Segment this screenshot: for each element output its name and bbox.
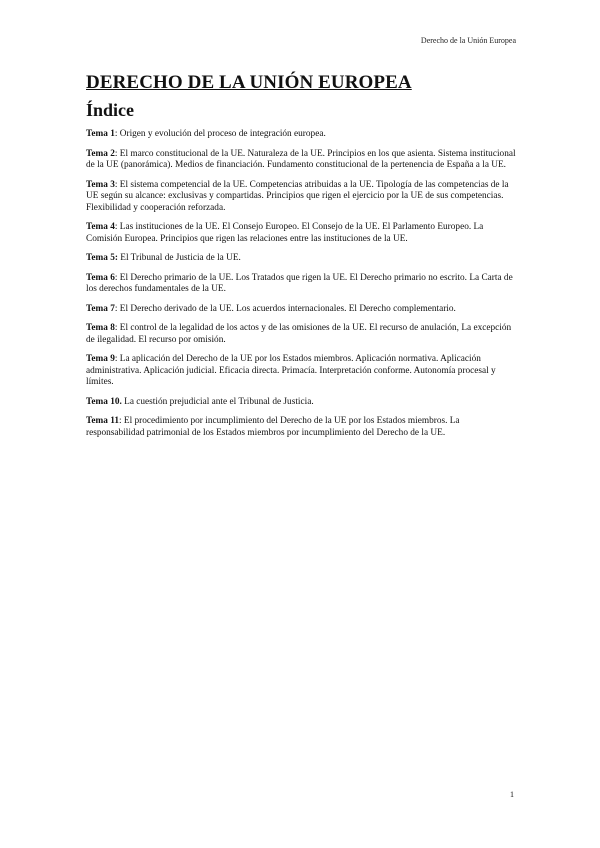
page-number: 1 <box>510 790 514 799</box>
running-header: Derecho de la Unión Europea <box>420 36 516 45</box>
topic-label: Tema 6 <box>86 272 115 283</box>
topic-text: El Derecho derivado de la UE. Los acuerdos internacionales. El Derecho complementario. <box>119 303 456 314</box>
topic-item <box>86 129 516 141</box>
topic-label: Tema 9 <box>86 354 115 364</box>
topic-label: Tema 11 <box>86 416 119 426</box>
topic-label: Tema 5: <box>86 253 118 263</box>
topic-item <box>86 397 516 409</box>
document-title: DERECHO DE LA UNIÓN EUROPEA <box>86 72 412 93</box>
topic-text: El marco constitucional de la UE. Naturaleza de la UE. Principios en los que asienta. Sistema institucional de la UE (panorámica). Medios de financiación. Fundamento constitucional de la pertenencia de España a la UE. <box>86 148 516 170</box>
topic-label: Tema 7 <box>86 303 115 314</box>
topic-item <box>86 222 516 245</box>
topic-separator: : <box>114 129 120 139</box>
topic-text: El procedimiento por incumplimiento del Derecho de la UE por los Estados miembros. La responsabilidad patrimonial de los Estados miembros por incumplimiento del Derecho de la UE. <box>86 416 460 438</box>
topic-label: Tema 4 <box>86 222 115 232</box>
topic-item <box>86 354 516 389</box>
topic-text: La cuestión prejudicial ante el Tribunal de Justicia. <box>124 396 314 407</box>
topic-label: Tema 2 <box>86 148 115 159</box>
topic-text: Origen y evolución del proceso de integración europea. <box>119 129 326 139</box>
topic-item <box>86 149 516 172</box>
topic-item <box>86 180 516 215</box>
page-content <box>86 72 516 447</box>
topic-separator: : <box>114 303 120 314</box>
topic-label: Tema 3 <box>86 179 115 190</box>
topic-item <box>86 253 516 265</box>
topic-separator: : <box>114 323 120 333</box>
topic-separator: : <box>114 272 120 283</box>
topic-label: Tema 8 <box>86 323 115 333</box>
topic-item <box>86 323 516 346</box>
index-heading: Índice <box>86 100 135 120</box>
topic-text: El Derecho primario de la UE. Los Tratados que rigen la UE. El Derecho primario no escrito. La Carta de los derechos fundamentales de la UE. <box>86 272 513 294</box>
topic-item <box>86 304 516 316</box>
topic-separator: : <box>114 354 120 364</box>
topic-item <box>86 273 516 296</box>
topic-item <box>86 416 516 439</box>
topic-text: El Tribunal de Justicia de la UE. <box>120 253 241 263</box>
topic-text: La aplicación del Derecho de la UE por los Estados miembros. Aplicación normativa. Aplicación administrativa. Aplicación judicial. Eficacia directa. Primacía. Interpretación conforme. Autonomía procesal y límites. <box>86 354 496 387</box>
topic-text: El control de la legalidad de los actos y de las omisiones de la UE. El recurso de anulación, La excepción de ilegalidad. El recurso por omisión. <box>86 323 512 345</box>
topic-text: Las instituciones de la UE. El Consejo Europeo. El Consejo de la UE. El Parlamento Europeo. La Comisión Europea. Principios que rigen las relaciones entre las instituciones de la UE. <box>86 222 484 244</box>
topic-text: El sistema competencial de la UE. Competencias atribuidas a la UE. Tipología de las competencias de la UE según su alcance: exclusivas y compartidas. Principios que rigen el ejercicio por la UE de sus competencias. Flexibilidad y cooperación reforzada. <box>86 179 509 213</box>
topic-separator: : <box>114 222 120 232</box>
topic-label: Tema 10. <box>86 396 122 407</box>
topic-separator: : <box>118 416 124 426</box>
topic-list <box>86 129 516 439</box>
topic-separator: : <box>114 179 120 190</box>
topic-separator: : <box>114 148 120 159</box>
topic-label: Tema 1 <box>86 129 115 139</box>
